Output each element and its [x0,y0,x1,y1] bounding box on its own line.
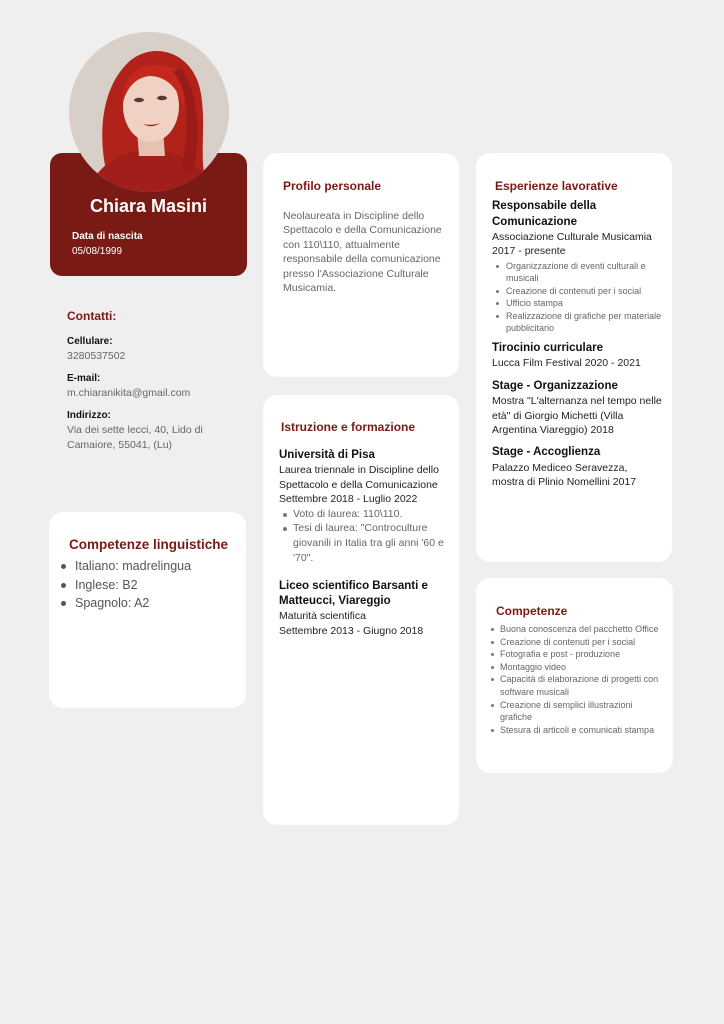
phone-value: 3280537502 [67,350,126,362]
education-bullets [279,507,445,565]
skills-card [476,578,673,773]
education-heading: Istruzione e formazione [281,420,416,434]
contacts-section [67,309,247,462]
address-value: Via dei sette lecci, 40, Lido di Camaiore, 55041, (Lu) [67,424,203,451]
job-bullet: Ufficio stampa [492,297,662,310]
email-label: E-mail: [67,373,101,384]
profile-photo [69,32,229,192]
language-item: Inglese: B2 [59,576,191,595]
education-dates: Settembre 2013 - Giugno 2018 [279,624,424,637]
language-item: Italiano: madrelingua [59,557,191,576]
education-body [279,448,445,638]
job-detail: Mostra "L'alternanza nel tempo nelle età" di Giorgio Michetti (Villa Argentina Viareggio) 2018 [492,395,662,437]
job-detail: Palazzo Mediceo Seravezza, mostra di Plinio Nomellini 2017 [492,461,637,489]
phone-label: Cellulare: [67,336,113,347]
portrait-illustration [69,32,229,192]
institution-name: Liceo scientifico Barsanti e Matteucci, Viareggio [279,580,428,608]
skill-item: Buona conoscenza del pacchetto Office [488,623,664,636]
education-bullet: Voto di laurea: 110\110. [279,507,445,522]
institution-name: Università di Pisa [279,449,375,461]
job-role: Stage - Accoglienza [492,446,601,459]
person-name: Chiara Masini [89,196,208,216]
language-item: Spagnolo: A2 [59,594,191,613]
skill-item: Fotografia e post - produzione [488,648,664,661]
skill-item: Stesura di articoli e comunicati stampa [488,724,664,737]
job-role: Responsabile della Comunicazione [492,200,597,228]
degree-text: Laurea triennale in Discipline dello Spettacolo e della Comunicazione [279,464,439,491]
languages-card [49,512,246,708]
experience-heading: Esperienze lavorative [495,179,618,193]
job-bullets [492,260,662,335]
job-detail: Associazione Culturale Musicamia 2017 - presente [492,231,652,258]
skill-item: Creazione di contenuti per i social [488,636,664,649]
profile-card [263,153,459,377]
job-role: Tirocinio curriculare [492,341,603,354]
experience-body [492,199,662,498]
profile-text: Neolaureata in Discipline dello Spettacolo e della Comunicazione con 110\110, attualmente responsabile della comunicazione presso l'Associazione Culturale Musicamia. [283,210,442,295]
education-card [263,395,459,825]
address-label: Indirizzo: [67,410,111,421]
degree-text: Maturità scientifica [279,610,366,623]
education-bullet: Tesi di laurea: "Controculture giovanili in Italia tra gli anni '60 e '70". [279,521,445,565]
education-dates: Settembre 2018 - Luglio 2022 [279,493,418,506]
skill-item: Montaggio video [488,661,664,674]
experience-card [476,153,672,562]
job-role: Stage - Organizzazione [492,379,618,392]
languages-heading: Competenze linguistiche [69,537,229,552]
skill-item: Capacità di elaborazione di progetti con software musicali [488,673,664,698]
email-value: m.chiaranikita@gmail.com [67,387,191,399]
contacts-heading: Contatti: [67,309,117,323]
birthdate-label: Data di nascita [72,231,143,242]
skills-list [488,623,664,736]
job-bullet: Realizzazione di grafiche per materiale pubblicitario [492,310,662,335]
skill-item: Creazione di semplici illustrazioni grafiche [488,699,664,724]
job-bullet: Creazione di contenuti per i social [492,285,662,298]
birthdate-value: 05/08/1999 [72,246,123,257]
profile-heading: Profilo personale [283,179,382,193]
languages-list [59,557,191,613]
job-bullet: Organizzazione di eventi culturali e musicali [492,260,662,285]
skills-heading: Competenze [496,604,568,618]
job-detail: Lucca Film Festival 2020 - 2021 [492,357,641,370]
